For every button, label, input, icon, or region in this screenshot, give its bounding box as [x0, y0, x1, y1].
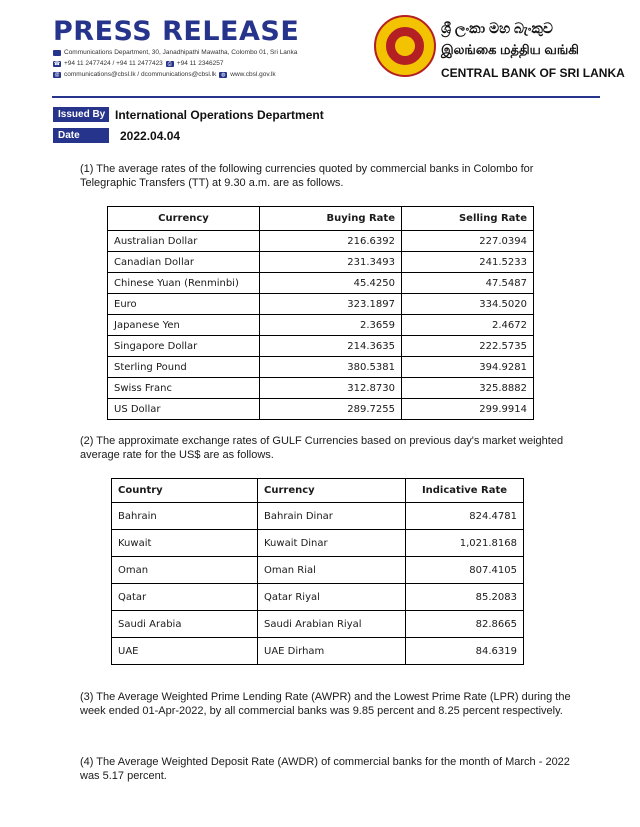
- currency-cell: Singapore Dollar: [108, 336, 260, 357]
- column-header: Country: [112, 479, 258, 503]
- table-header-row: [108, 207, 534, 231]
- buying-rate-cell: 216.6392: [260, 231, 402, 252]
- table-row: [112, 503, 524, 530]
- buying-rate-cell: 214.3635: [260, 336, 402, 357]
- phone-line: [53, 60, 224, 67]
- selling-rate-cell: 325.8882: [402, 378, 534, 399]
- table-row: [112, 611, 524, 638]
- selling-rate-cell: 47.5487: [402, 273, 534, 294]
- building-icon: [53, 50, 61, 56]
- buying-rate-cell: 2.3659: [260, 315, 402, 336]
- address-text: Communications Department, 30, Janadhipathi Mawatha, Colombo 01, Sri Lanka: [64, 49, 298, 56]
- issued-by-label: Issued By: [53, 107, 109, 122]
- indicative-rate-cell: 807.4105: [406, 557, 524, 584]
- letterhead: [0, 0, 640, 100]
- table-row: [108, 294, 534, 315]
- currency-cell: Saudi Arabian Riyal: [258, 611, 406, 638]
- fax-icon: ⎙: [167, 60, 172, 67]
- selling-rate-cell: 227.0394: [402, 231, 534, 252]
- selling-rate-cell: 222.5735: [402, 336, 534, 357]
- central-bank-seal-icon: [374, 15, 436, 77]
- currency-cell: Kuwait Dinar: [258, 530, 406, 557]
- indicative-rate-cell: 1,021.8168: [406, 530, 524, 557]
- phone-icon: ☎: [53, 60, 61, 67]
- country-cell: Bahrain: [112, 503, 258, 530]
- column-header: Indicative Rate: [406, 479, 524, 503]
- country-cell: Oman: [112, 557, 258, 584]
- country-cell: Kuwait: [112, 530, 258, 557]
- indicative-rate-cell: 82.8665: [406, 611, 524, 638]
- issued-by-value: International Operations Department: [115, 108, 324, 122]
- country-cell: Saudi Arabia: [112, 611, 258, 638]
- table-row: [108, 315, 534, 336]
- country-cell: UAE: [112, 638, 258, 665]
- date-value: 2022.04.04: [120, 129, 181, 143]
- currency-cell: Sterling Pound: [108, 357, 260, 378]
- indicative-rate-cell: 824.4781: [406, 503, 524, 530]
- table-row: [112, 557, 524, 584]
- table-row: [108, 336, 534, 357]
- table-row: [112, 584, 524, 611]
- currency-cell: Japanese Yen: [108, 315, 260, 336]
- currency-cell: Chinese Yuan (Renminbi): [108, 273, 260, 294]
- bank-name-english: CENTRAL BANK OF SRI LANKA: [441, 66, 625, 80]
- column-header: Currency: [258, 479, 406, 503]
- indicative-rate-cell: 85.2083: [406, 584, 524, 611]
- table-row: [108, 378, 534, 399]
- buying-rate-cell: 312.8730: [260, 378, 402, 399]
- country-cell: Qatar: [112, 584, 258, 611]
- buying-rate-cell: 323.1897: [260, 294, 402, 315]
- table-row: [108, 231, 534, 252]
- table-row: [112, 638, 524, 665]
- email-line: [53, 71, 276, 78]
- buying-rate-cell: 231.3493: [260, 252, 402, 273]
- currency-cell: Canadian Dollar: [108, 252, 260, 273]
- press-release-title: PRESS RELEASE: [53, 16, 300, 47]
- selling-rate-cell: 241.5233: [402, 252, 534, 273]
- table-row: [108, 399, 534, 420]
- address-line: [53, 49, 297, 56]
- date-label: Date: [53, 128, 109, 143]
- paragraph-awpr: (3) The Average Weighted Prime Lending Rate (AWPR) and the Lowest Prime Rate (LPR) during the week ended 01-Apr-2022, by all commercial banks was 9.85 percent and 8.25 percent respectively.: [80, 691, 571, 717]
- table-row: [108, 273, 534, 294]
- currency-cell: Bahrain Dinar: [258, 503, 406, 530]
- currency-cell: US Dollar: [108, 399, 260, 420]
- fax-text: +94 11 2346257: [176, 60, 224, 67]
- email-icon: @: [54, 71, 60, 78]
- currency-cell: Euro: [108, 294, 260, 315]
- indicative-rate-cell: 84.6319: [406, 638, 524, 665]
- email-text[interactable]: communications@cbsl.lk / dcommunications@cbsl.lk: [64, 71, 217, 78]
- phone-text: +94 11 2477424 / +94 11 2477423: [64, 60, 163, 67]
- currency-cell: Qatar Riyal: [258, 584, 406, 611]
- buying-rate-cell: 380.5381: [260, 357, 402, 378]
- table-row: [108, 357, 534, 378]
- currency-cell: Swiss Franc: [108, 378, 260, 399]
- currency-cell: Oman Rial: [258, 557, 406, 584]
- bank-name-sinhala: ශ්‍රී ලංකා මහ බැංකුව: [441, 20, 553, 36]
- paragraph-gulf-rates: (2) The approximate exchange rates of GULF Currencies based on previous day's market weighted average rate for the US$ are as follows.: [80, 435, 564, 461]
- selling-rate-cell: 299.9914: [402, 399, 534, 420]
- currency-cell: Australian Dollar: [108, 231, 260, 252]
- column-header: Selling Rate: [402, 207, 534, 231]
- bank-name-tamil: இலங்கை மத்திய வங்கி: [441, 42, 579, 57]
- gulf-rates-table: [111, 478, 524, 665]
- table-row: [112, 530, 524, 557]
- table-header-row: [112, 479, 524, 503]
- table-row: [108, 252, 534, 273]
- currency-cell: UAE Dirham: [258, 638, 406, 665]
- buying-rate-cell: 45.4250: [260, 273, 402, 294]
- header-divider: [52, 96, 600, 98]
- website-text[interactable]: www.cbsl.gov.lk: [230, 71, 276, 78]
- paragraph-tt-rates: (1) The average rates of the following currencies quoted by commercial banks in Colombo for Telegraphic Transfers (TT) at 9.30 a.m. are as follows.: [80, 163, 534, 189]
- column-header: Currency: [108, 207, 260, 231]
- column-header: Buying Rate: [260, 207, 402, 231]
- selling-rate-cell: 334.5020: [402, 294, 534, 315]
- buying-rate-cell: 289.7255: [260, 399, 402, 420]
- paragraph-awdr: (4) The Average Weighted Deposit Rate (AWDR) of commercial banks for the month of March - 2022 was 5.17 percent.: [80, 756, 570, 782]
- selling-rate-cell: 394.9281: [402, 357, 534, 378]
- selling-rate-cell: 2.4672: [402, 315, 534, 336]
- globe-icon: ◍: [221, 71, 226, 78]
- tt-rates-table: [107, 206, 534, 420]
